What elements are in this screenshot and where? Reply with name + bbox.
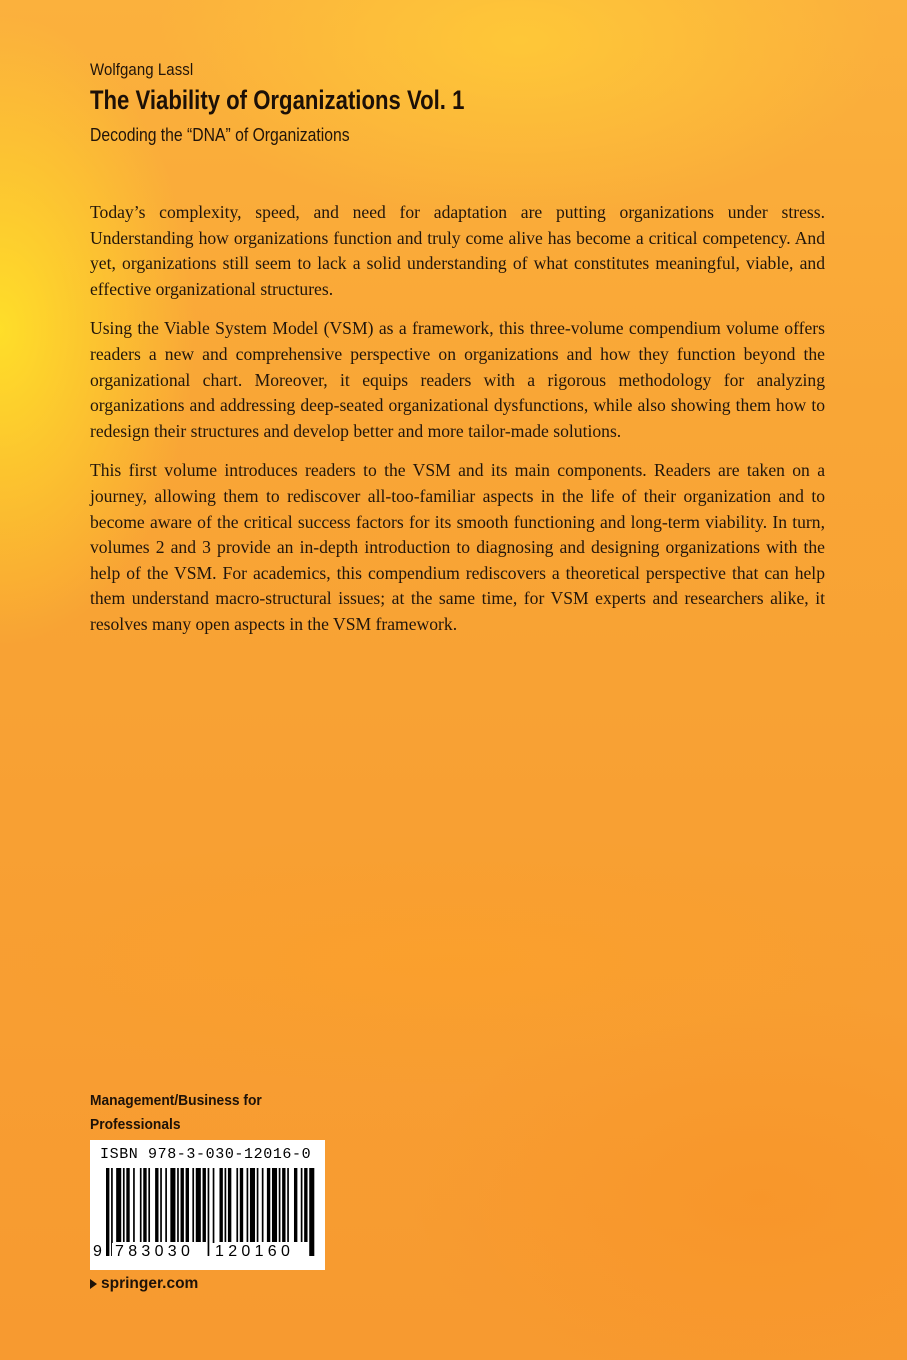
blurb-paragraph-3: This first volume introduces readers to the VSM and its main components. Readers are taken on a journey, allowing them to rediscover all-too-familiar aspects in the life of their organization and to become aware of the critical success factors for its smooth functioning and long-term viability. In turn, volumes 2 and 3 provide an in-depth introduction to diagnosing and designing organizations with the help of the VSM. For academics, this compendium rediscovers a theoretical perspective that can help them understand macro-structural issues; at the same time, for VSM experts and researchers alike, it resolves many open aspects in the VSM framework. — [90, 460, 825, 634]
publisher-website[interactable] — [90, 1275, 198, 1293]
blurb-paragraph-2: Using the Viable System Model (VSM) as a framework, this three-volume compendium volume offers readers a new and comprehensive perspective on organizations and how they function beyond the organizational chart. Moreover, it equips readers with a rigorous methodology for analyzing organizations and addressing deep-seated organizational dysfunctions, while also showing them how to redesign their structures and develop better and more tailor-made solutions. — [90, 318, 825, 441]
website-label: springer.com — [101, 1275, 199, 1292]
cover-header — [90, 60, 547, 146]
triangle-right-icon — [90, 1279, 97, 1289]
ean-right-group: 120160 — [212, 1243, 297, 1261]
blurb-paragraph-1: Today’s complexity, speed, and need for adaptation are putting organizations under stress. Understanding how organizations function and truly come alive has become a critical competency. And yet, organizations still seem to lack a solid understanding of what constitutes meaningful, viable, and effective organizational structures. — [90, 202, 825, 299]
ean-first-digit: 9 — [93, 1243, 102, 1260]
ean-left-group: 783030 — [112, 1243, 197, 1261]
author-name: Wolfgang Lassl — [90, 60, 194, 79]
isbn-text: ISBN 978-3-030-12016-0 — [100, 1146, 312, 1163]
back-cover-blurb — [90, 200, 825, 652]
book-subtitle: Decoding the “DNA” of Organizations — [90, 124, 350, 145]
category-line-1: Management/Business for — [90, 1092, 262, 1109]
book-title: The Viability of Organizations Vol. 1 — [90, 85, 465, 115]
isbn-barcode — [90, 1140, 325, 1270]
subject-category — [90, 1089, 329, 1137]
category-line-2: Professionals — [90, 1116, 181, 1133]
